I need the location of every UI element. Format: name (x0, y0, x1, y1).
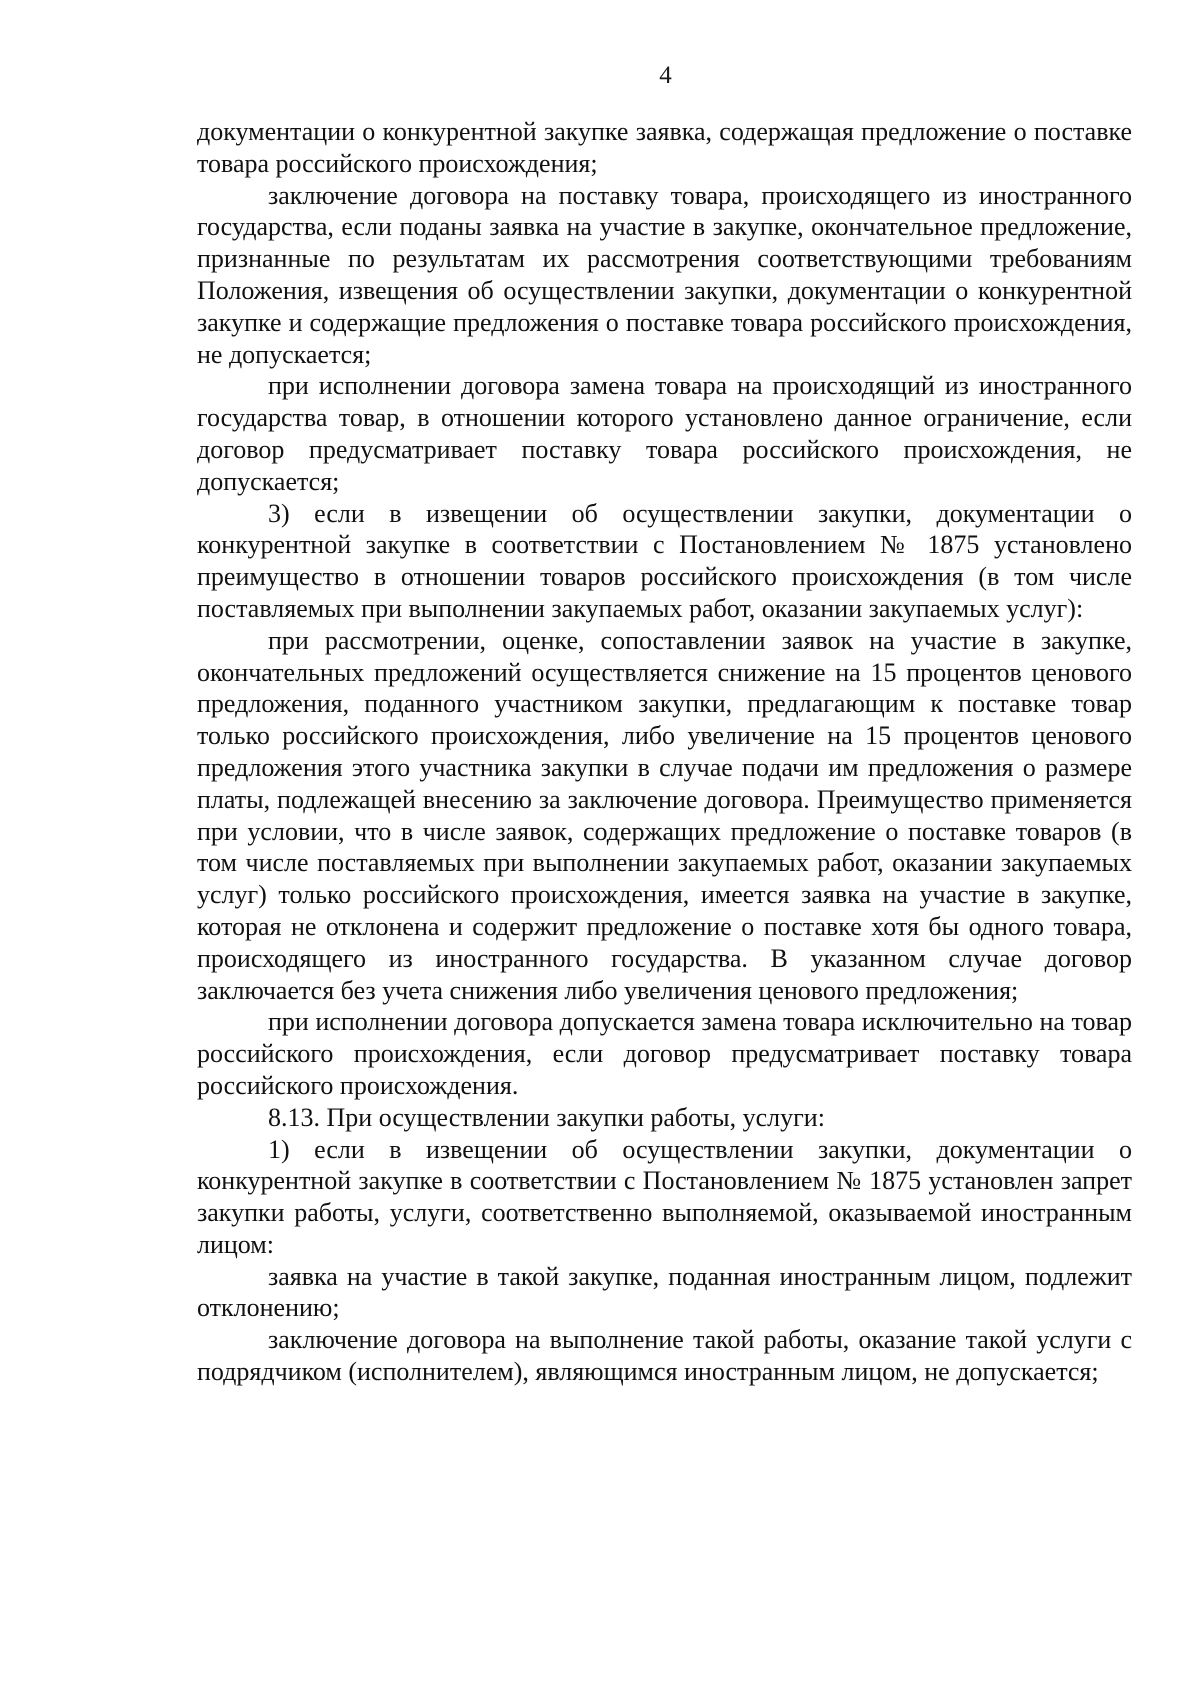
paragraph: заявка на участие в такой закупке, поданная иностранным лицом, подлежит отклонению; (197, 1261, 1132, 1323)
document-body (197, 116, 1132, 1388)
paragraph-item-1: 1) если в извещении об осуществлении закупки, документации о конкурентной закупке в соответствии с Постановлением № 1875 установлен запрет закупки работы, услуги, соответственно выполняемой, оказываемой иностранным лицом: (197, 1134, 1132, 1259)
paragraph: при исполнении договора замена товара на происходящий из иностранного государства товар, в отношении которого установлено данное ограничение, если договор предусматривает поставку товара российского происхождения, не допускается; (197, 371, 1132, 496)
section-heading-8-13: 8.13. При осуществлении закупки работы, услуги: (268, 1102, 825, 1132)
paragraph-item-3: 3) если в извещении об осуществлении закупки, документации о конкурентной закупке в соответствии с Постановлением № 1875 установлено преимущество в отношении товаров российского происхождения (в том числе поставляемых при выполнении закупаемых работ, оказании закупаемых услуг): (197, 498, 1132, 623)
page-number: 4 (659, 62, 672, 89)
paragraph-continuation: документации о конкурентной закупке заявка, содержащая предложение о поставке товара российского происхождения; (197, 117, 1132, 178)
paragraph: при исполнении договора допускается замена товара исключительно на товар российского происхождения, если договор предусматривает поставку товара российского происхождения. (197, 1007, 1132, 1100)
paragraph: при рассмотрении, оценке, сопоставлении заявок на участие в закупке, окончательных предложений осуществляется снижение на 15 процентов ценового предложения, поданного участником закупки, предлагающим к поставке товар только российского происхождения, либо увеличение на 15 процентов ценового предложения этого участника закупки в случае подачи им предложения о размере платы, подлежащей внесению за заключение договора. Преимущество применяется при условии, что в числе заявок, содержащих предложение о поставке товаров (в том числе поставляемых при выполнении закупаемых работ, оказании закупаемых услуг) только российского происхождения, имеется заявка на участие в закупке, которая не отклонена и содержит предложение о поставке хотя бы одного товара, происходящего из иностранного государства. В указанном случае договор заключается без учета снижения либо увеличения ценового предложения; (197, 625, 1132, 1005)
paragraph: заключение договора на поставку товара, происходящего из иностранного государства, если поданы заявка на участие в закупке, окончательное предложение, признанные по результатам их рассмотрения соответствующими требованиям Положения, извещения об осуществлении закупки, документации о конкурентной закупке и содержащие предложения о поставке товара российского происхождения, не допускается; (197, 180, 1132, 369)
paragraph: заключение договора на выполнение такой работы, оказание такой услуги с подрядчиком (исполнителем), являющимся иностранным лицом, не допускается; (197, 1325, 1132, 1387)
